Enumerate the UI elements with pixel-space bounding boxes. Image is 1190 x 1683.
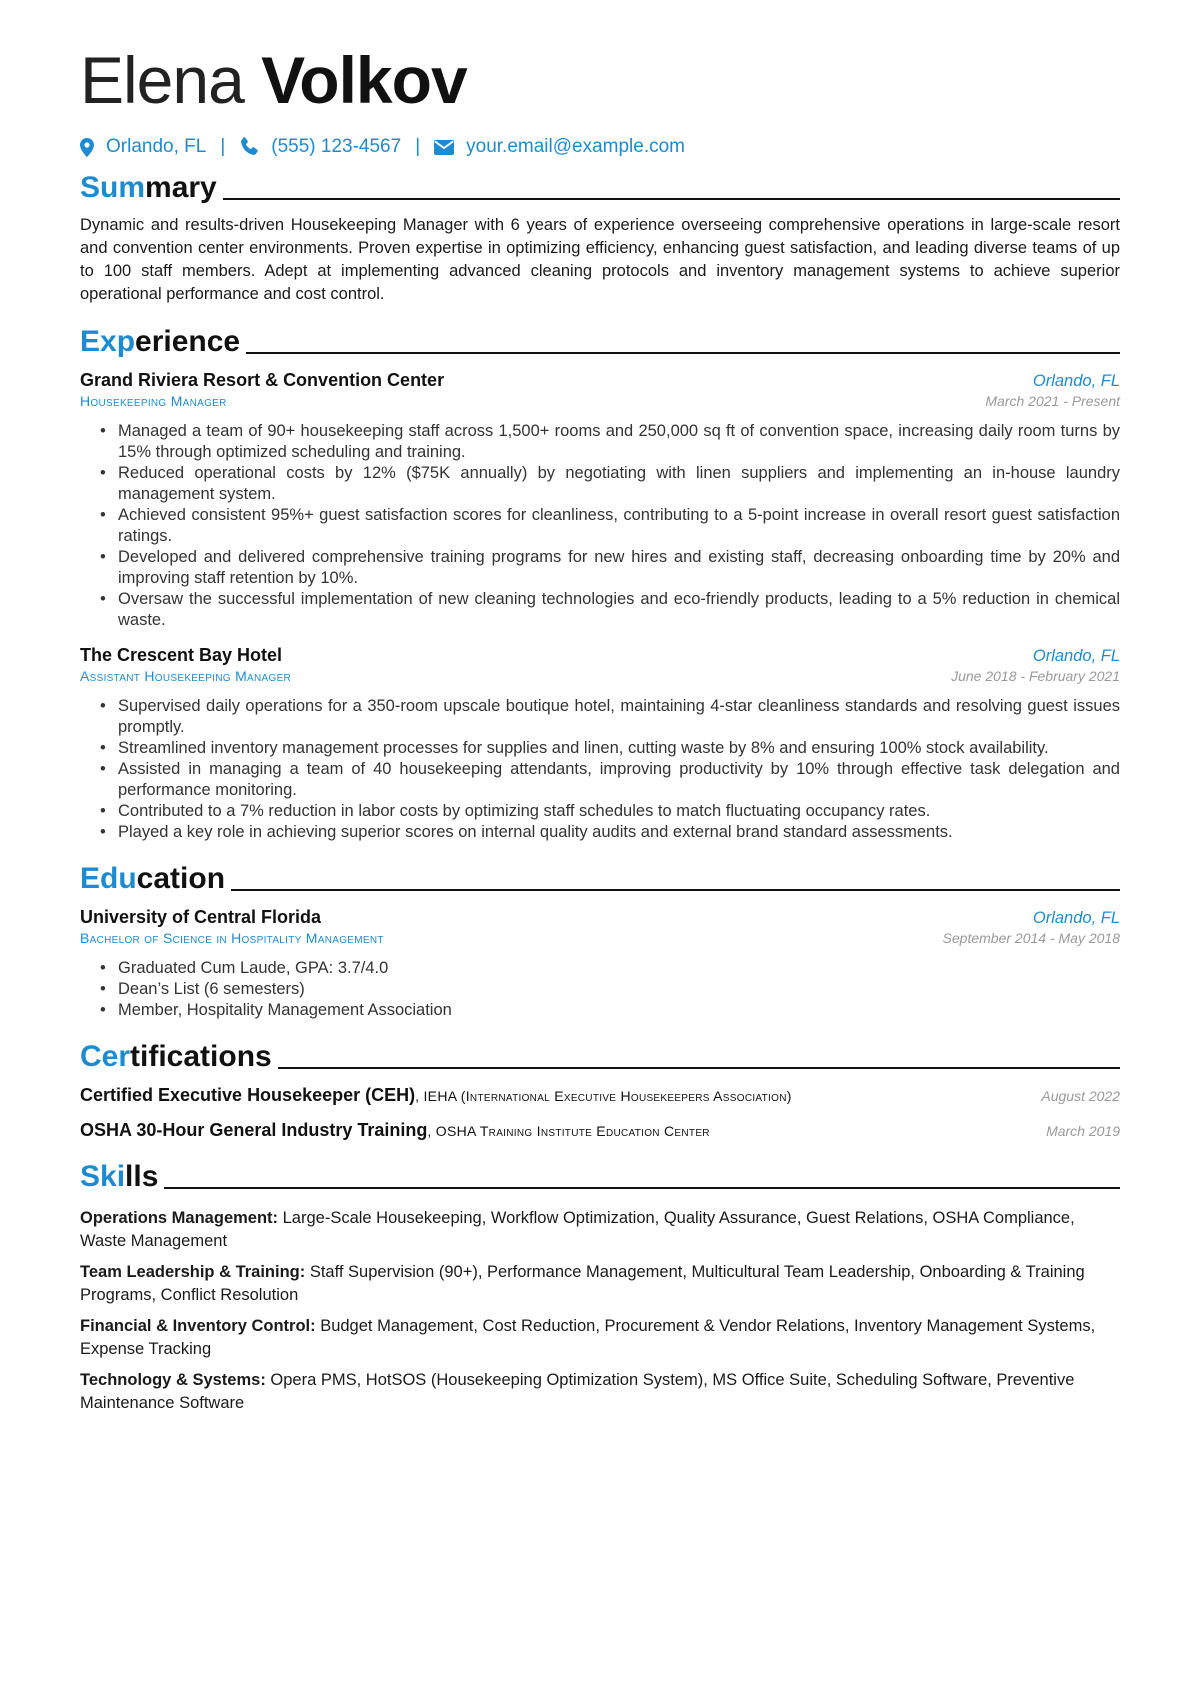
phone-icon <box>239 137 259 157</box>
contact-email[interactable] <box>434 136 685 158</box>
certifications-section <box>80 1035 1120 1141</box>
school-name: University of Central Florida <box>80 907 322 927</box>
job-title: Assistant Housekeeping Manager <box>80 668 292 684</box>
skill-list: Budget Management, Cost Reduction, Procurement & Vendor Relations, Inventory Management Systems, Expense Tracking <box>80 1317 1096 1358</box>
education-entry <box>80 907 1120 1021</box>
employer-name: Grand Riviera Resort & Convention Center <box>80 370 445 390</box>
section-divider <box>246 352 1120 354</box>
section-header <box>80 1035 1120 1075</box>
envelope-icon <box>434 140 454 155</box>
summary-text: Dynamic and results-driven Housekeeping Manager with 6 years of experience overseeing comprehensive operations in large-scale resort and convention center environments. Proven expertise in optimizing efficiency, enhancing guest satisfaction, and leading diverse teams of up to 100 staff members. Adept at implementing advanced cleaning protocols and inventory management systems to achieve superior operational performance and cost control. <box>80 216 1120 303</box>
skills-section <box>80 1155 1120 1415</box>
contact-location <box>80 136 206 158</box>
list-item: • Developed and delivered comprehensive training programs for new hires and existing staff, decreasing onboarding time by 20% and improving staff retention by 10%. <box>100 547 1120 589</box>
summary-section <box>80 166 1120 306</box>
skill-group <box>80 1261 1120 1307</box>
skill-list: Opera PMS, HotSOS (Housekeeping Optimization System), MS Office Suite, Scheduling Software, Preventive Maintenance Software <box>80 1371 1075 1412</box>
section-header <box>80 857 1120 897</box>
list-item: • Streamlined inventory management processes for supplies and linen, cutting waste by 8% and ensuring 100% stock availability. <box>100 738 1120 759</box>
list-item: • Managed a team of 90+ housekeeping staff across 1,500+ rooms and 250,000 sq ft of convention space, increasing daily room turns by 15% through optimized scheduling and training. <box>100 421 1120 463</box>
section-title: Certifications <box>80 1040 272 1073</box>
section-title: Experience <box>80 325 241 358</box>
education-section <box>80 857 1120 1021</box>
skill-category: Financial & Inventory Control: <box>80 1317 316 1335</box>
list-item: • Oversaw the successful implementation of new cleaning technologies and eco-friendly products, leading to a 5% reduction in chemical waste. <box>100 589 1120 631</box>
phone-text: (555) 123-4567 <box>271 136 402 157</box>
certification-issuer: , OSHA Training Institute Education Center <box>427 1123 710 1139</box>
section-divider <box>223 198 1120 200</box>
certification-date: August 2022 <box>1041 1088 1120 1104</box>
resume-content <box>80 44 1120 1415</box>
certification-item <box>80 1085 1120 1106</box>
skill-group <box>80 1207 1120 1253</box>
degree-title: Bachelor of Science in Hospitality Management <box>80 930 384 946</box>
list-item: • Dean’s List (6 semesters) <box>100 979 1120 1000</box>
job-bullets <box>80 421 1120 631</box>
section-header <box>80 1155 1120 1195</box>
skill-group <box>80 1369 1120 1415</box>
certification-item <box>80 1120 1120 1141</box>
list-item: • Played a key role in achieving superior scores on internal quality audits and external brand standard assessments. <box>100 822 1120 843</box>
experience-entry <box>80 370 1120 631</box>
skill-category: Team Leadership & Training: <box>80 1263 306 1281</box>
job-bullets <box>80 696 1120 843</box>
section-divider <box>231 889 1120 891</box>
section-divider <box>278 1067 1120 1069</box>
candidate-name <box>80 44 1120 116</box>
contact-phone[interactable] <box>239 136 401 158</box>
experience-section <box>80 320 1120 843</box>
school-location: Orlando, FL <box>1032 909 1120 927</box>
skill-category: Operations Management: <box>80 1209 279 1227</box>
last-name: Volkov <box>261 43 467 117</box>
section-title: Education <box>80 862 226 895</box>
skill-category: Technology & Systems: <box>80 1371 266 1389</box>
list-item: • Member, Hospitality Management Association <box>100 1000 1120 1021</box>
certification-name: Certified Executive Housekeeper (CEH) <box>80 1085 416 1105</box>
section-divider <box>164 1187 1120 1189</box>
contact-separator: | <box>220 136 226 157</box>
job-title: Housekeeping Manager <box>80 393 227 409</box>
certification-issuer: , IEHA (International Executive Housekeepers Association) <box>415 1088 792 1104</box>
certification-name: OSHA 30-Hour General Industry Training <box>80 1120 428 1140</box>
contact-separator: | <box>415 136 421 157</box>
list-item: • Graduated Cum Laude, GPA: 3.7/4.0 <box>100 958 1120 979</box>
map-pin-icon <box>80 138 94 157</box>
section-title: Skills <box>80 1160 159 1193</box>
section-header <box>80 320 1120 360</box>
list-item: • Reduced operational costs by 12% ($75K annually) by negotiating with linen suppliers and implementing an in-house laundry management system. <box>100 463 1120 505</box>
employer-name: The Crescent Bay Hotel <box>80 645 283 665</box>
experience-entry <box>80 645 1120 843</box>
job-location: Orlando, FL <box>1032 372 1120 390</box>
skill-group <box>80 1315 1120 1361</box>
section-header <box>80 166 1120 206</box>
location-text: Orlando, FL <box>106 136 207 157</box>
job-location: Orlando, FL <box>1032 647 1120 665</box>
list-item: • Assisted in managing a team of 40 housekeeping attendants, improving productivity by 10% through effective task delegation and performance monitoring. <box>100 759 1120 801</box>
list-item: • Supervised daily operations for a 350-room upscale boutique hotel, maintaining 4-star cleanliness standards and resolving guest issues promptly. <box>100 696 1120 738</box>
list-item: • Achieved consistent 95%+ guest satisfaction scores for cleanliness, contributing to a 5-point increase in overall resort guest satisfaction ratings. <box>100 505 1120 547</box>
job-dates: March 2021 - Present <box>985 393 1120 409</box>
job-dates: June 2018 - February 2021 <box>951 668 1120 684</box>
section-title: Summary <box>80 171 217 204</box>
email-text: your.email@example.com <box>466 136 686 157</box>
skill-list: Large-Scale Housekeeping, Workflow Optimization, Quality Assurance, Guest Relations, OSHA Compliance, Waste Management <box>80 1209 1075 1250</box>
skill-list: Staff Supervision (90+), Performance Management, Multicultural Team Leadership, Onboarding & Training Programs, Conflict Resolution <box>80 1263 1085 1304</box>
certification-date: March 2019 <box>1046 1123 1120 1139</box>
education-dates: September 2014 - May 2018 <box>942 930 1120 946</box>
first-name: Elena <box>80 43 244 117</box>
contact-bar <box>80 136 1120 158</box>
education-bullets <box>80 958 1120 1021</box>
list-item: • Contributed to a 7% reduction in labor costs by optimizing staff schedules to match fluctuating occupancy rates. <box>100 801 1120 822</box>
